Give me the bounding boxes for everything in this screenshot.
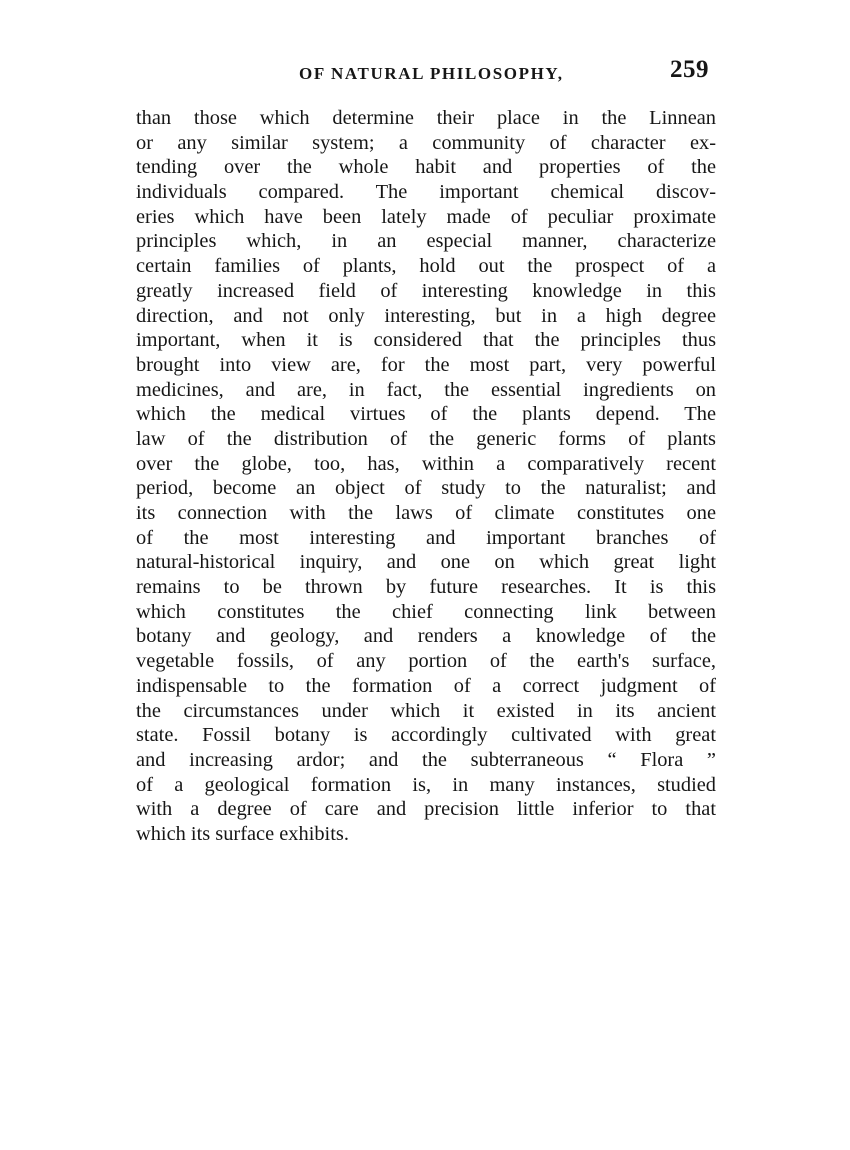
body-paragraph bbox=[136, 106, 716, 847]
running-head bbox=[135, 56, 715, 90]
text-line: and increasing ardor; and the subterraneous “ Flora ” bbox=[136, 748, 716, 771]
text-line: brought into view are, for the most part, very powerful bbox=[136, 353, 716, 376]
text-line: than those which determine their place in the Linnean bbox=[136, 107, 716, 129]
text-line: direction, and not only interesting, but in a high degree bbox=[136, 304, 716, 327]
text-line: which constitutes the chief connecting link between bbox=[136, 600, 716, 623]
text-line: with a degree of care and precision little inferior to that bbox=[136, 798, 716, 821]
text-line: botany and geology, and renders a knowledge of the bbox=[136, 625, 716, 648]
text-line: or any similar system; a community of character ex- bbox=[136, 131, 716, 154]
text-line-last: which its surface exhibits. bbox=[136, 822, 349, 845]
text-line: certain families of plants, hold out the prospect of a bbox=[136, 255, 716, 278]
text-line: greatly increased field of interesting knowledge in this bbox=[136, 279, 716, 302]
text-line: its connection with the laws of climate constitutes one bbox=[136, 502, 716, 524]
text-line: over the globe, too, has, within a comparatively recent bbox=[136, 452, 716, 475]
text-line: of the most interesting and important branches of bbox=[136, 526, 716, 549]
text-line: which the medical virtues of the plants depend. The bbox=[136, 403, 716, 426]
running-title: OF NATURAL PHILOSOPHY, bbox=[299, 64, 564, 83]
text-line: eries which have been lately made of peculiar proximate bbox=[136, 205, 716, 228]
text-line: the circumstances under which it existed in its ancient bbox=[136, 699, 716, 722]
text-line: of a geological formation is, in many instances, studied bbox=[136, 773, 716, 796]
text-line: medicines, and are, in fact, the essential ingredients on bbox=[136, 378, 716, 401]
page-number: 259 bbox=[670, 56, 709, 83]
text-line: indispensable to the formation of a correct judgment of bbox=[136, 674, 716, 697]
text-line: principles which, in an especial manner, characterize bbox=[136, 230, 716, 253]
text-line: state. Fossil botany is accordingly cultivated with great bbox=[136, 724, 716, 747]
text-line: vegetable fossils, of any portion of the earth's surface, bbox=[136, 650, 716, 673]
text-line: tending over the whole habit and properties of the bbox=[136, 156, 716, 179]
text-line: period, become an object of study to the naturalist; and bbox=[136, 477, 716, 500]
text-line: individuals compared. The important chemical discov- bbox=[136, 181, 716, 204]
text-line: law of the distribution of the generic forms of plants bbox=[136, 427, 716, 450]
text-line: remains to be thrown by future researches. It is this bbox=[136, 576, 716, 599]
text-line: important, when it is considered that the principles thus bbox=[136, 329, 716, 352]
text-line: natural-historical inquiry, and one on which great light bbox=[136, 551, 716, 574]
